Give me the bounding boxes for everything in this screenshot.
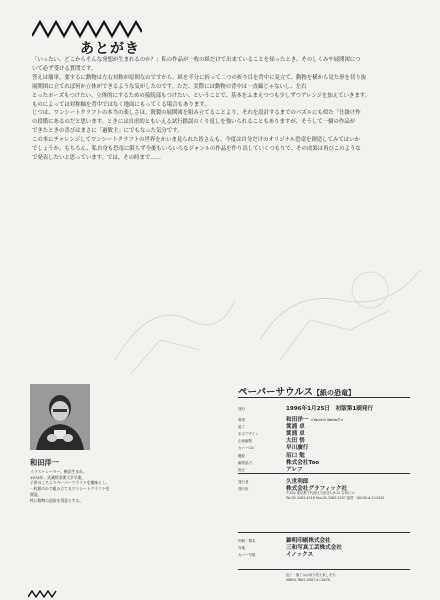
book-title-main: ペーパーサウルス [238, 387, 313, 398]
author-photo [30, 384, 90, 450]
body-line: 「いったい、どこからそんな発想が生まれるのか？」私の作品が一枚の紙だけで出来ていることを知ったとき、そのしくみや展開図につ [32, 57, 361, 63]
author-name: 和田洋一 [30, 458, 59, 467]
credit-value: 沼口 勉 [286, 452, 305, 459]
divider [238, 473, 410, 474]
colophon-notes [286, 573, 339, 584]
issue-row [238, 404, 418, 411]
credit-row [238, 422, 418, 429]
publisher-value: 株式会社グラフィック社 [286, 486, 348, 492]
publisher-label: 発行者 [238, 480, 249, 484]
printer-label: 印刷・製本 [238, 539, 256, 543]
credit-value: 株式会社Too [286, 459, 320, 466]
afterword-body [32, 56, 432, 163]
note-line: ISBN4-7661-0907-4 C0070 [286, 578, 331, 583]
printer-value: 錦明印刷株式会社 [286, 538, 331, 544]
credit-row [238, 443, 418, 450]
credit-value: アレフ [286, 466, 303, 473]
body-line: ものによっては対称軸を背中ではなく地面にもってくる場合もあります。 [32, 101, 210, 108]
address-line: Tel.03-3263-4318 Fax.03-3263-5297 振替・00130-6-114345 [286, 496, 385, 501]
credit-label: 企画編集 [238, 439, 252, 444]
credit-label: 編集協力 [238, 460, 252, 465]
background-sketch [250, 230, 430, 380]
printer-label: カバー写植 [238, 553, 256, 557]
publisher-value: 久世利郎 [286, 479, 309, 485]
author-bio-line: 1974年、武蔵野美術大学卒業。 [30, 474, 86, 480]
printer-row [238, 543, 418, 550]
zigzag-ornament [32, 18, 142, 40]
body-line: いて必ず受ける質問です。 [32, 65, 97, 72]
page-title: あとがき [80, 41, 140, 57]
note-line: 乱丁・落丁はお取り替え致します。 [286, 573, 339, 577]
book-title-sub: 【紙の恐竜】 [312, 389, 355, 397]
credit-value: 早川廣行 [286, 445, 309, 452]
publisher-label: 発行所 [238, 487, 249, 491]
publisher-address [286, 491, 384, 502]
printer-row [238, 550, 418, 557]
body-line: でしょうか。もちろん、私自身も恐竜に限らず今後もいろいろなジャンルの作品を作り出していくつもりで、その成果は再びこのような [32, 146, 361, 153]
credit-label: 撮影 [238, 453, 245, 458]
author-bio-line: 一枚紙のみで組み立てるワンシートクラフトを開発。 [30, 486, 110, 497]
credit-label: 著者 [238, 418, 245, 423]
credit-value: 大田 悟 [286, 438, 305, 445]
credit-value: 箕浦 卓 [286, 431, 305, 438]
credit-row [238, 415, 418, 422]
author-portrait-illustration [30, 384, 90, 450]
printer-value: 三和写真工芸株式会社 [286, 545, 342, 551]
zigzag-ornament [28, 590, 58, 598]
printer-value: イノックス [286, 552, 314, 558]
body-line: できたときの喜びはまさに「過敏主」にでもなった気分です。 [32, 128, 183, 135]
credit-label: カバーCG [238, 446, 254, 451]
colophon-credits [238, 404, 418, 472]
credit-label: 装丁 [238, 425, 245, 430]
colophon-printers [238, 536, 418, 557]
publisher-row [238, 477, 418, 484]
address-line: 〒102 東京都千代田区九段北1-9-12 合同ビル [286, 491, 355, 495]
divider [238, 532, 410, 533]
background-sketch [110, 280, 240, 380]
author-bio-line: イラストレーター。横浜生まれ。 [30, 469, 87, 474]
divider [238, 397, 410, 398]
colophon-publisher [238, 477, 418, 491]
credit-row [238, 429, 418, 436]
book-title [238, 384, 355, 398]
body-line: 展開図に立てれば何か立体ができるような気がしたのです。ただ、実際には動物の背中は一直線じゃないし、左右 [32, 83, 307, 90]
body-line: じつは、ワンシートクラフトの本当の楽しさは、既製の展開図を組み立てることより、それを設計するまでのパズルにも似た「仕掛け作 [32, 110, 361, 117]
credit-row [238, 465, 418, 472]
body-line: で発表したいと思っています。では、その時まで…… [32, 154, 161, 161]
body-line: とったポーズもつけたい。立体的にするための接続部もつけたい、ということで、基本をふまえつつも少しずつアレンジを加えていきます。 [32, 92, 371, 99]
body-line: この本にチャレンジしてワンシートクラフトの世界をかいま見られた皆さんも、今度は自分だけのオリジナル恐竜を創造してみてはいか [32, 137, 360, 144]
credit-label: 校正 [238, 467, 245, 472]
body-line: の段階にあるのだと思います。ときには自虐的ともいえる試行錯誤のくり返しを強いられることもありますが、そうして一個の作品が [32, 119, 356, 126]
credit-row [238, 458, 418, 465]
issue-label: 発行 [238, 407, 245, 411]
credit-label: 本文デザイン [238, 432, 259, 437]
credit-value: 箕浦 卓 [286, 424, 305, 431]
credit-value: 和田洋一 [286, 417, 309, 424]
divider [238, 569, 410, 570]
issue-value: 1996年1月25日 初版第1刷発行 [286, 406, 374, 412]
body-line: 答えは簡単。要するに動物は左右対称が原則なのですから、紙を半分に折って二つの折り目を背中に見立て、動物を横から見た形を切り抜 [32, 74, 367, 81]
credit-row [238, 436, 418, 443]
printer-row [238, 536, 418, 543]
printer-label: 写植 [238, 546, 245, 550]
author-bio-line: 特に動物の造形を得意とする。 [30, 497, 84, 503]
author-bio-line: 子供のころよりペーパークラフトを趣味とし、 [30, 480, 110, 486]
publisher-row [238, 484, 418, 491]
credit-value-en: <Youichi Wada©> [310, 418, 344, 423]
author-bio [30, 469, 110, 503]
credit-row [238, 451, 418, 458]
